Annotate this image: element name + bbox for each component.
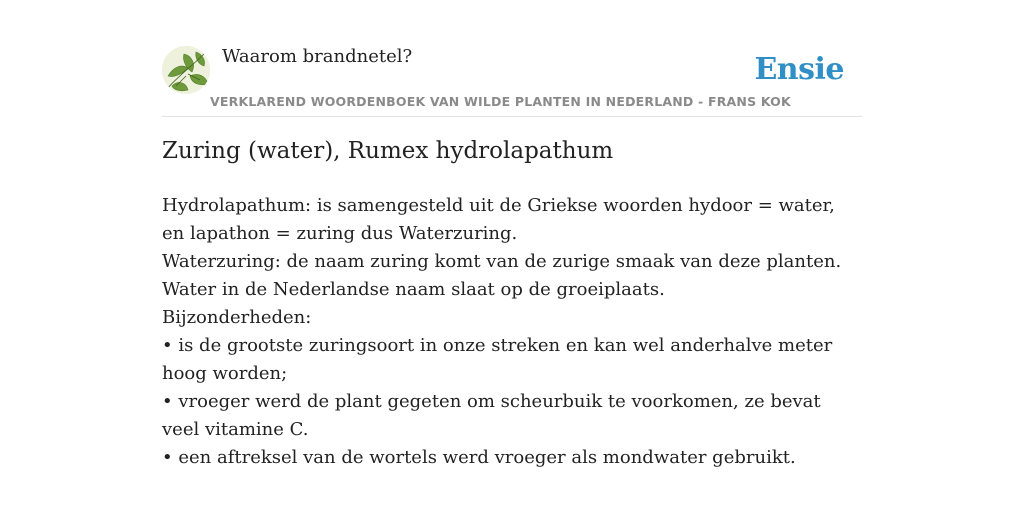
entry-line: • vroeger werd de plant gegeten om scheurbuik te voorkomen, ze bevat veel vitamine C. [162,391,821,440]
entry-line: • is de grootste zuringsoort in onze streken en kan wel anderhalve meter hoog worden; [162,335,833,384]
brand-logo[interactable]: Ensie [754,52,844,87]
entry-title: Zuring (water), Rumex hydrolapathum [162,138,614,164]
entry-body [162,192,862,472]
site-header [162,44,862,117]
site-title[interactable]: Waarom brandnetel? [222,46,413,67]
entry-line: Bijzonderheden: [162,307,312,328]
nettle-leaves-icon[interactable] [162,46,210,94]
dictionary-subtitle[interactable]: VERKLAREND WOORDENBOEK VAN WILDE PLANTEN IN NEDERLAND - FRANS KOK [210,94,791,109]
entry-line: Waterzuring: de naam zuring komt van de zurige smaak van deze planten. Water in de Nederlandse naam slaat op de groeiplaats. [162,251,842,300]
entry-line: • een aftreksel van de wortels werd vroeger als mondwater gebruikt. [162,447,796,468]
entry-line: Hydrolapathum: is samengesteld uit de Griekse woorden hydoor = water, en lapathon = zuring dus Waterzuring. [162,195,835,244]
